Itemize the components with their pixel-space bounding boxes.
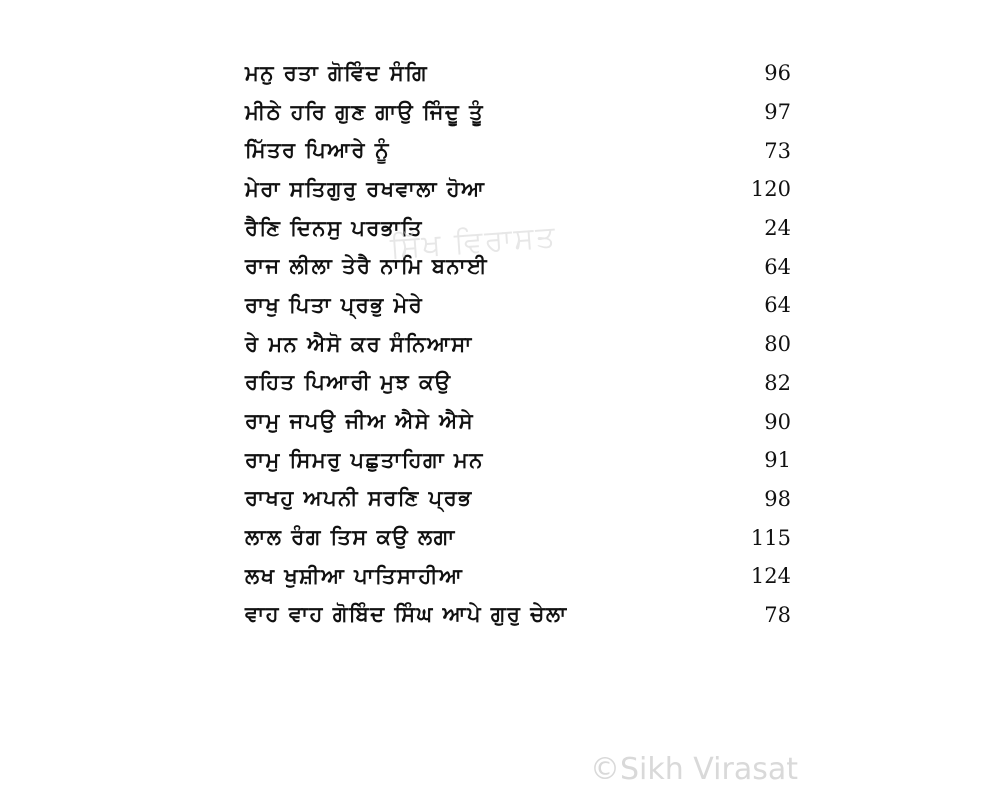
toc-entry-title: ਰੇ ਮਨ ਐਸੋ ਕਰ ਸੰਨਿਆਸਾ bbox=[245, 331, 473, 356]
toc-entry bbox=[245, 325, 795, 364]
toc-entry-page-number: 96 bbox=[764, 61, 791, 86]
toc-entry bbox=[245, 402, 795, 441]
toc-entry-title: ਰਹਿਤ ਪਿਆਰੀ ਮੁਝ ਕਉ bbox=[245, 370, 452, 395]
toc-entry-page-number: 98 bbox=[764, 486, 791, 511]
toc-entry-title: ਲਾਲ ਰੰਗ ਤਿਸ ਕਉ ਲਗਾ bbox=[245, 525, 456, 550]
center-watermark: ਸਿੱਖ ਵਿਰਾਸਤ bbox=[388, 219, 559, 266]
toc-entry-title: ਰਾਖਹੁ ਅਪਨੀ ਸਰਣਿ ਪ੍ਰਭ bbox=[245, 486, 473, 511]
toc-entry-title: ਮਨੁ ਰਤਾ ਗੋਵਿੰਦ ਸੰਗਿ bbox=[245, 60, 429, 85]
toc-entry-title: ਮੇਰਾ ਸਤਿਗੁਰੁ ਰਖਵਾਲਾ ਹੋਆ bbox=[245, 176, 486, 201]
toc-entry-page-number: 90 bbox=[764, 409, 791, 434]
toc-entry-page-number: 73 bbox=[764, 138, 791, 163]
toc-entry bbox=[245, 131, 795, 170]
toc-entry bbox=[245, 170, 795, 209]
toc-entry-title: ਰਾਜ ਲੀਲਾ ਤੇਰੈ ਨਾਮਿ ਬਨਾਈ bbox=[245, 254, 489, 279]
toc-entry-title: ਰਾਮੁ ਸਿਮਰੁ ਪਛੁਤਾਹਿਗਾ ਮਨ bbox=[245, 447, 484, 472]
toc-entry-page-number: 78 bbox=[764, 602, 791, 627]
toc-entry-page-number: 64 bbox=[764, 254, 791, 279]
toc-entry bbox=[245, 557, 795, 596]
toc-entry-title: ਰੈਣਿ ਦਿਨਸੁ ਪਰਭਾਤਿ bbox=[245, 215, 423, 240]
toc-entry bbox=[245, 54, 795, 93]
toc-entry-page-number: 91 bbox=[764, 448, 791, 473]
toc-entry-title: ਮਿੱਤਰ ਪਿਆਰੇ ਨੂੰ bbox=[245, 138, 390, 163]
table-of-contents bbox=[245, 54, 795, 634]
toc-entry-title: ਲਖ ਖੁਸ਼ੀਆ ਪਾਤਿਸਾਹੀਆ bbox=[245, 563, 464, 588]
toc-entry-page-number: 80 bbox=[764, 332, 791, 357]
toc-entry bbox=[245, 441, 795, 480]
toc-entry-title: ਵਾਹ ਵਾਹ ਗੋਬਿੰਦ ਸਿੰਘ ਆਪੇ ਗੁਰੁ ਚੇਲਾ bbox=[245, 602, 568, 627]
toc-entry-title: ਰਾਖੁ ਪਿਤਾ ਪ੍ਰਭੁ ਮੇਰੇ bbox=[245, 292, 424, 317]
toc-entry-title: ਰਾਮੁ ਜਪਉ ਜੀਅ ਐਸੇ ਐਸੇ bbox=[245, 409, 475, 434]
toc-entry-page-number: 97 bbox=[764, 100, 791, 125]
toc-entry-page-number: 24 bbox=[764, 216, 791, 241]
toc-entry bbox=[245, 286, 795, 325]
toc-entry bbox=[245, 596, 795, 635]
copyright-watermark: ©Sikh Virasat bbox=[590, 752, 798, 787]
toc-entry-page-number: 124 bbox=[750, 564, 791, 589]
toc-entry bbox=[245, 364, 795, 403]
toc-entry bbox=[245, 480, 795, 519]
toc-entry bbox=[245, 518, 795, 557]
toc-entry-page-number: 64 bbox=[764, 293, 791, 318]
toc-entry bbox=[245, 93, 795, 132]
toc-entry-page-number: 120 bbox=[750, 177, 791, 202]
toc-entry-page-number: 82 bbox=[764, 370, 791, 395]
toc-entry-title: ਮੀਠੇ ਹਰਿ ਗੁਣ ਗਾਉ ਜਿੰਦੂ ਤੂੰ bbox=[245, 99, 485, 124]
toc-entry-page-number: 115 bbox=[750, 525, 791, 550]
